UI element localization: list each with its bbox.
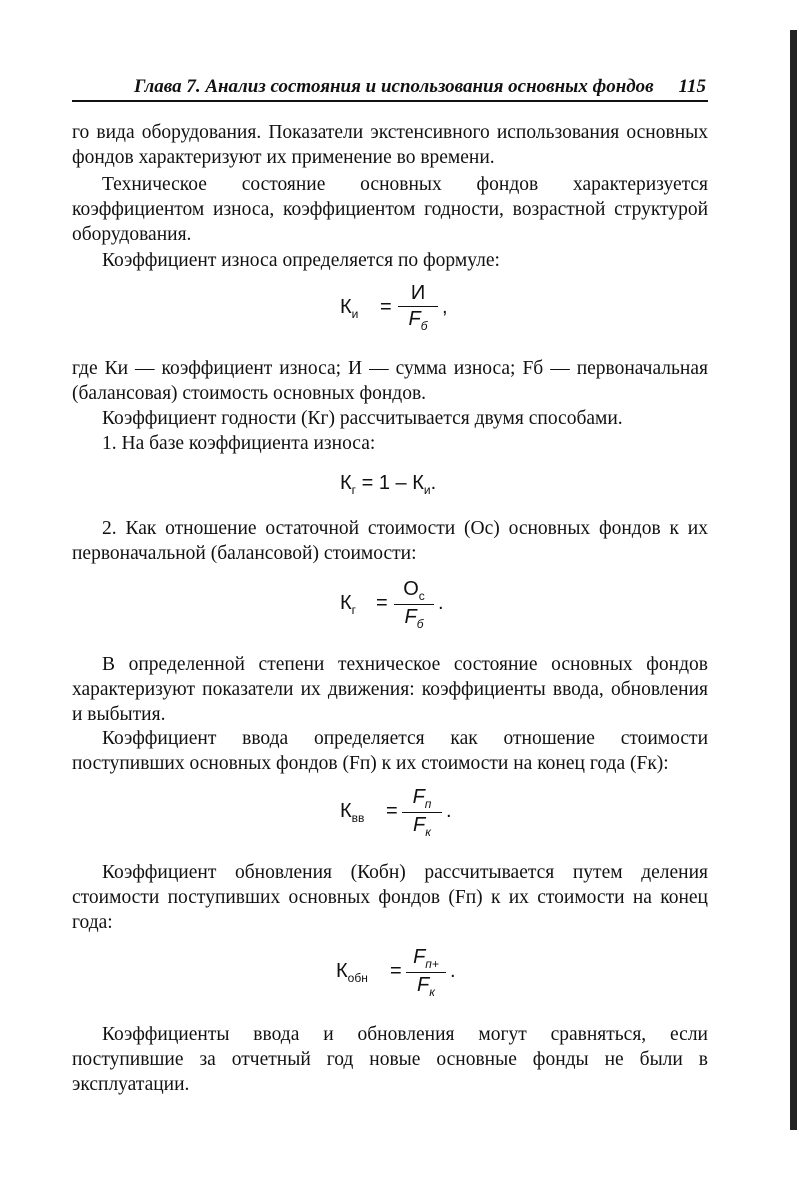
paragraph-4 <box>72 356 708 406</box>
running-header <box>72 74 708 102</box>
formula-punct: , <box>442 296 448 318</box>
formula-fraction <box>398 282 438 333</box>
fraction-denominator-sub: к <box>429 985 435 999</box>
book-binding-edge <box>790 30 797 1130</box>
paragraph-10 <box>72 860 708 935</box>
formula-fraction <box>394 578 434 631</box>
paragraph-9 <box>72 726 708 776</box>
fraction-denominator: F <box>417 974 430 996</box>
formula-rhs-sub: и <box>423 483 431 497</box>
paragraph-text: Техническое состояние основных фондов характеризуется коэффициентом износа, коэффициентом годности, возрастной структурой оборудования. <box>72 174 708 245</box>
formula-punct: . <box>446 800 452 822</box>
formula-fraction <box>406 946 446 999</box>
paragraph-6 <box>72 431 708 456</box>
formula-fitness-1 <box>340 472 500 500</box>
paragraph-text: В определенной степени техническое состояние основных фондов характеризуют показатели их движения: коэффициенты ввода, обновления и выбытия. <box>72 654 708 725</box>
fraction-numerator-sub: п+ <box>425 957 439 971</box>
formula-equals: = <box>376 592 388 614</box>
fraction-denominator: F <box>404 606 417 628</box>
paragraph-text: Коэффициенты ввода и обновления могут сравняться, если поступившие за отчетный год новые основные фонды не были в эксплуатации. <box>72 1024 708 1095</box>
formula-rhs: = 1 – К <box>356 472 424 494</box>
fraction-denominator: F <box>408 308 421 330</box>
paragraph-11 <box>72 1022 708 1097</box>
fraction-denominator-sub: б <box>420 319 428 333</box>
paragraph-8 <box>72 652 708 727</box>
formula-lhs: К <box>336 960 348 982</box>
formula-lhs-sub: обн <box>347 971 368 985</box>
paragraph-5 <box>72 406 708 431</box>
formula-lhs-sub: г <box>351 483 357 497</box>
paragraph-text: 1. На базе коэффициента износа: <box>102 433 376 454</box>
paragraph-text: Коэффициент обновления (Кобн) рассчитывается путем деления стоимости поступивших основных фондов (Fп) к их стоимости на конец года: <box>72 862 708 933</box>
fraction-numerator: И <box>398 282 438 307</box>
paragraph-text: где Ки — коэффициент износа; И — сумма износа; Fб — первоначальная (балансовая) стоимость основных фондов. <box>72 358 708 404</box>
formula-lhs: К <box>340 800 352 822</box>
fraction-numerator: F <box>413 946 426 968</box>
fraction-numerator-sub: с <box>418 589 425 603</box>
formula-punct: . <box>450 960 456 982</box>
fraction-numerator: О <box>403 578 419 600</box>
paragraph-text: Коэффициент износа определяется по формуле: <box>102 250 500 271</box>
formula-lhs: К <box>340 296 352 318</box>
paragraph-text: Коэффициент ввода определяется как отношение стоимости поступивших основных фондов (Fп) к их стоимости на конец года (Fк): <box>72 728 708 774</box>
formula-input-coefficient <box>340 786 480 842</box>
formula-renewal-coefficient <box>336 946 486 1002</box>
formula-equals: = <box>390 960 402 982</box>
paragraph-text: го вида оборудования. Показатели экстенсивного использования основных фондов характеризуют их применение во времени. <box>72 122 708 168</box>
formula-punct: . <box>438 592 444 614</box>
paragraph-1 <box>72 120 708 170</box>
fraction-denominator-sub: к <box>425 825 431 839</box>
fraction-numerator: F <box>412 786 425 808</box>
paragraph-text: 2. Как отношение остаточной стоимости (Ос) основных фондов к их первоначальной (балансовой) стоимости: <box>72 518 708 564</box>
paragraph-text: Коэффициент годности (Кг) рассчитывается двумя способами. <box>102 408 623 429</box>
fraction-numerator-sub: п <box>424 797 432 811</box>
formula-lhs: К <box>340 472 352 494</box>
page-number: 115 <box>678 76 706 97</box>
formula-lhs-sub: г <box>351 603 357 617</box>
paragraph-7 <box>72 516 708 566</box>
paragraph-3 <box>72 248 708 273</box>
formula-lhs: К <box>340 592 352 614</box>
formula-lhs-sub: вв <box>351 811 365 825</box>
fraction-denominator: F <box>413 814 426 836</box>
paragraph-2 <box>72 172 708 247</box>
formula-lhs-sub: и <box>351 307 359 321</box>
formula-equals: = <box>386 800 398 822</box>
formula-punct: . <box>430 472 437 494</box>
formula-equals: = <box>380 296 392 318</box>
chapter-title: Глава 7. Анализ состояния и использования основных фондов <box>134 76 654 97</box>
formula-fraction <box>402 786 442 839</box>
fraction-denominator-sub: б <box>416 617 424 631</box>
formula-wear-coefficient <box>340 282 480 338</box>
formula-fitness-2 <box>340 578 480 634</box>
